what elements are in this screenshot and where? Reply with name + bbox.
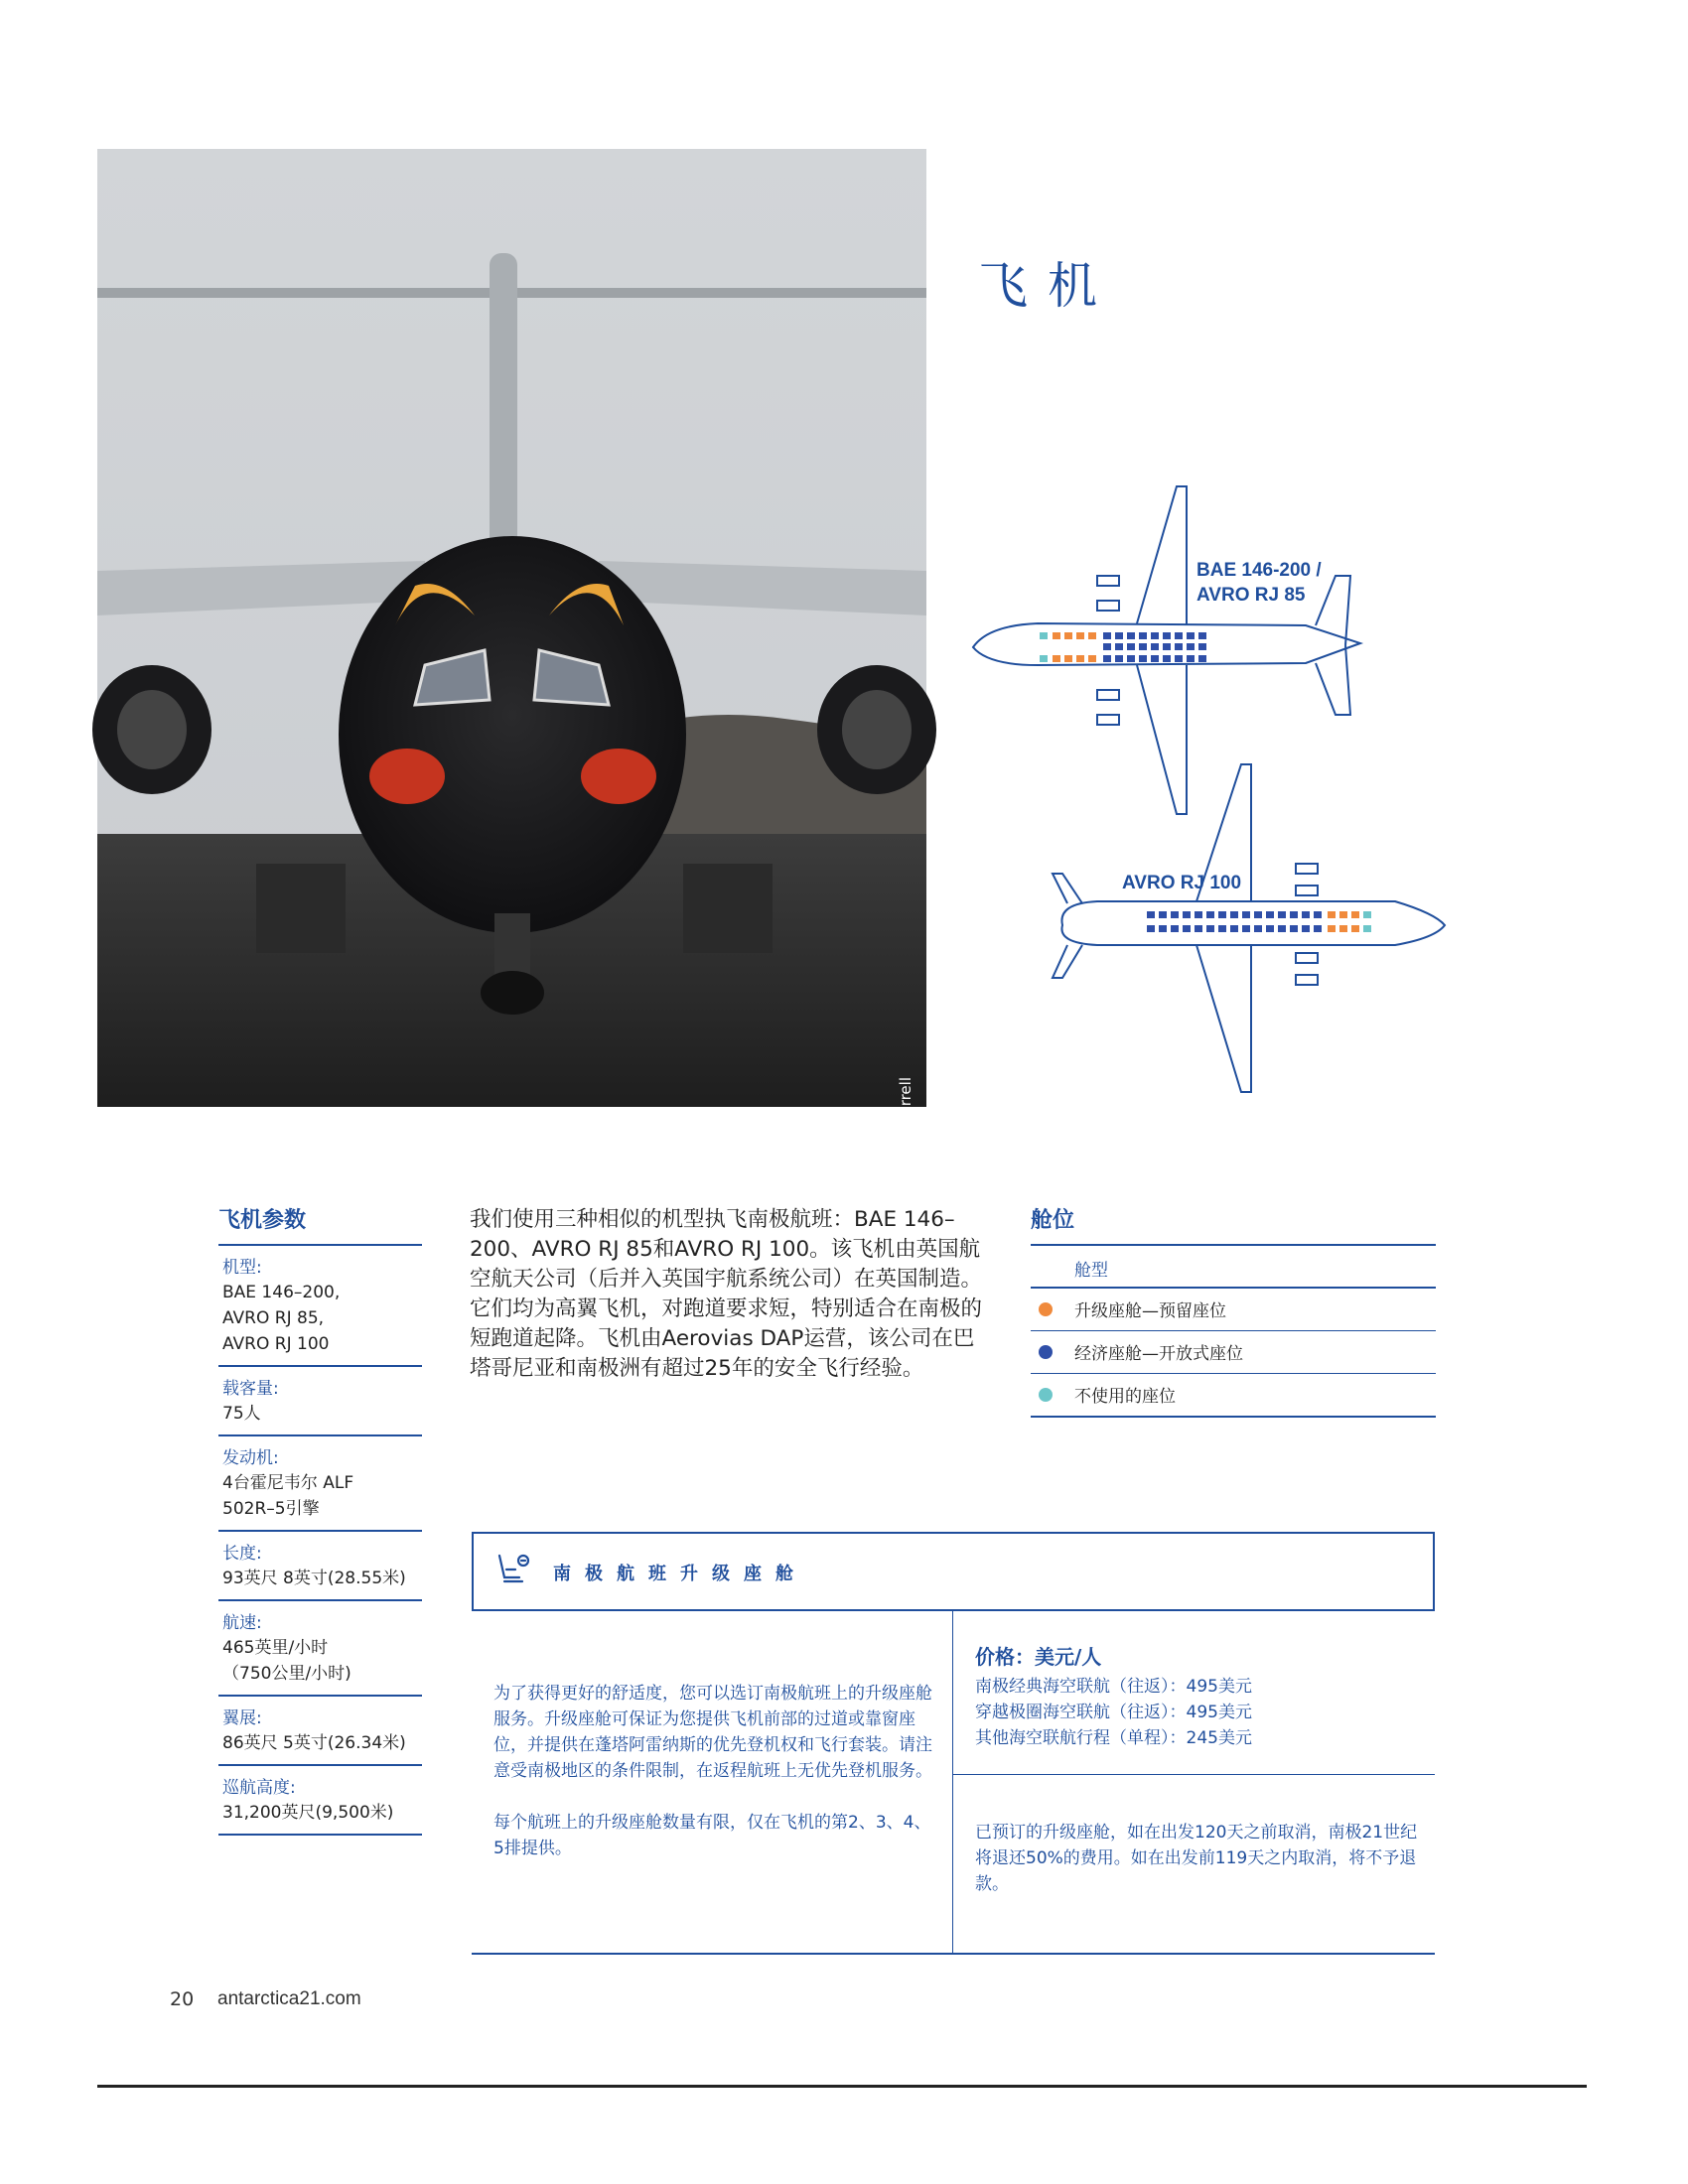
plane-avrorj100-seats <box>1147 911 1371 932</box>
price-title: 价格：美元/人 <box>975 1645 1102 1669</box>
photo-credit: © M. Farrell <box>897 1077 914 1164</box>
spec-value: 4台霍尼韦尔 ALF 502R–5引擎 <box>222 1473 354 1519</box>
refund-policy: 已预订的升级座舱，如在出发120天之前取消，南极21世纪将退还50%的费用。如在出发前119天之内取消，将不予退款。 <box>975 1823 1418 1894</box>
legend-label: 不使用的座位 <box>1074 1387 1176 1407</box>
spec-item-model <box>218 1246 422 1367</box>
spec-label: 发动机: <box>222 1448 279 1468</box>
upgrade-body <box>472 1611 1435 1955</box>
spec-label: 巡航高度: <box>222 1778 296 1798</box>
spec-item-altitude <box>218 1766 422 1836</box>
aircraft-photo <box>97 149 926 1164</box>
spec-value: 31,200英尺(9,500米) <box>222 1803 394 1823</box>
cabin-title: 舱位 <box>1031 1203 1436 1246</box>
legend-item-unused <box>1031 1374 1436 1418</box>
orange-dot-icon <box>1039 1302 1053 1316</box>
seat-map-diagram <box>968 477 1465 1112</box>
upgrade-desc-p2: 每个航班上的升级座舱数量有限，仅在飞机的第2、3、4、5排提供。 <box>493 1813 931 1858</box>
price-line: 穿越极圈海空联航（往返）：495美元 <box>975 1703 1252 1722</box>
price-block <box>975 1641 1422 1751</box>
upgrade-title: 南极航班升级座舱 <box>553 1564 807 1584</box>
spec-value: BAE 146–200, AVRO RJ 85, AVRO RJ 100 <box>222 1283 341 1354</box>
plane1-label-line1: BAE 146-200 / <box>1196 560 1322 581</box>
intro-paragraph: 我们使用三种相似的机型执飞南极航班：BAE 146–200、AVRO RJ 85和AVRO RJ 100。该飞机由英国航空航天公司（后并入英国宇航系统公司）在英国制造。它们均为高翼飞机，对跑道要求短，特别适合在南极的短跑道起降。飞机由Aerovias DAP运营，该公司在巴塔哥尼亚和南极洲有超过25年的安全飞行经验。 <box>470 1207 983 1381</box>
price-line: 南极经典海空联航（往返）：495美元 <box>975 1677 1252 1697</box>
upgrade-divider <box>952 1611 953 1953</box>
plane1-label-line2: AVRO RJ 85 <box>1196 585 1306 606</box>
spec-item-engine <box>218 1436 422 1532</box>
footer-rule <box>97 2085 1587 2088</box>
spec-label: 翼展: <box>222 1708 262 1728</box>
specs-title: 飞机参数 <box>218 1203 422 1246</box>
spec-value: 93英尺 8英寸(28.55米) <box>222 1569 406 1588</box>
aircraft-specs <box>218 1203 422 1836</box>
price-line: 其他海空联航行程（单程）：245美元 <box>975 1728 1252 1748</box>
spec-value: 75人 <box>222 1404 261 1424</box>
page-title: 飞机 <box>978 257 1117 315</box>
spec-label: 机型: <box>222 1258 262 1278</box>
spec-label: 长度: <box>222 1544 262 1564</box>
legend-item-upgrade <box>1031 1289 1436 1331</box>
teal-dot-icon <box>1039 1388 1053 1402</box>
spec-label: 载客量: <box>222 1379 279 1399</box>
cabin-legend <box>1031 1203 1436 1418</box>
legend-label: 升级座舱—预留座位 <box>1074 1301 1226 1321</box>
plane2-label: AVRO RJ 100 <box>1122 873 1242 893</box>
spec-label: 航速: <box>222 1613 262 1633</box>
spec-item-capacity <box>218 1367 422 1436</box>
page-number: 20 <box>170 1988 195 2010</box>
website-link[interactable]: antarctica21.com <box>217 1988 361 2009</box>
upgrade-description <box>493 1681 935 1887</box>
spec-value: 86英尺 5英寸(26.34米) <box>222 1733 406 1753</box>
cabin-header: 舱型 <box>1031 1246 1436 1289</box>
spec-item-wingspan <box>218 1697 422 1766</box>
blue-dot-icon <box>1039 1345 1053 1359</box>
plane-bae146-seats <box>1040 632 1206 662</box>
legend-label: 经济座舱—开放式座位 <box>1074 1344 1243 1364</box>
spec-item-length <box>218 1532 422 1601</box>
upgrade-desc-p1: 为了获得更好的舒适度，您可以选订南极航班上的升级座舱服务。升级座舱可保证为您提供飞机前部的过道或靠窗座位，并提供在蓬塔阿雷纳斯的优先登机权和飞行套装。请注意受南极地区的条件限制，在返程航班上无优先登机服务。 <box>493 1684 932 1781</box>
upgrade-header <box>472 1532 1435 1611</box>
price-separator <box>953 1774 1435 1775</box>
spec-item-speed <box>218 1601 422 1697</box>
spec-value: 465英里/小时 （750公里/小时) <box>222 1638 352 1684</box>
legend-item-economy <box>1031 1331 1436 1374</box>
aircraft-photo-image <box>97 149 926 1107</box>
seat-icon <box>495 1552 531 1589</box>
